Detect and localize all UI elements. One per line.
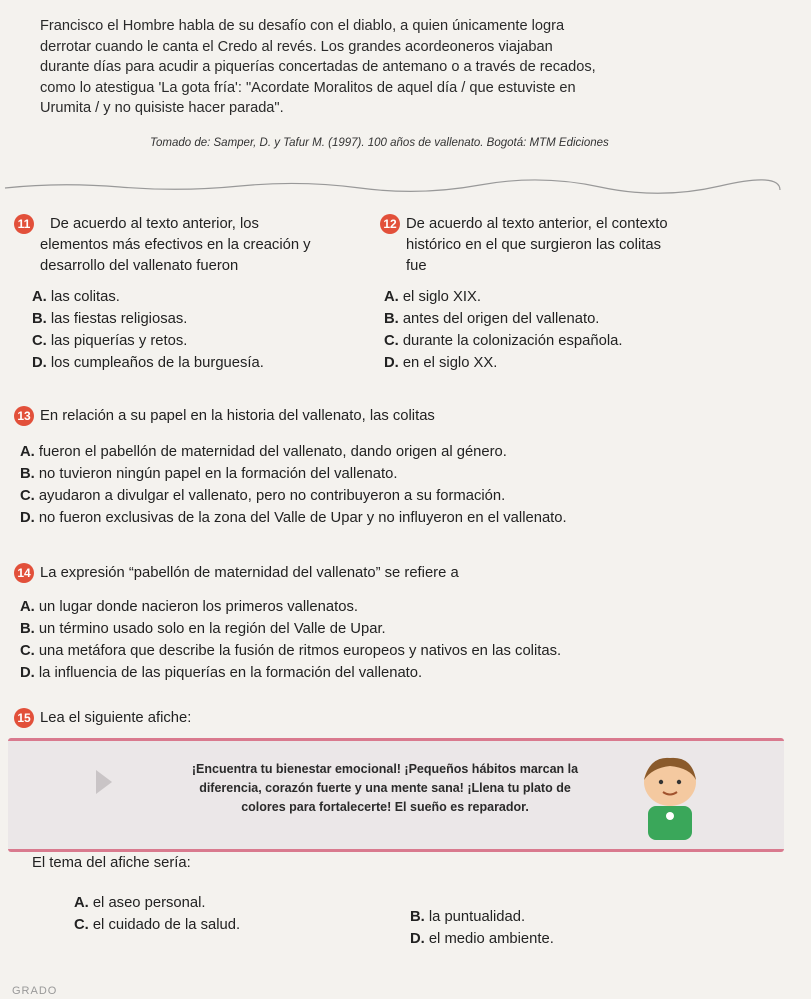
option[interactable]: D. la influencia de las piquerías en la formación del vallenato. [20,665,423,681]
question-number-badge: 12 [380,214,400,234]
option[interactable]: C. las piquerías y retos. [32,333,188,349]
question-15 [14,708,794,729]
option[interactable]: B. un término usado solo en la región del Valle de Upar. [20,621,386,637]
question-stem: La expresión “pabellón de maternidad del vallenato” se refiere a [40,565,459,581]
question-14 [14,563,794,584]
intro-line: como lo atestigua 'La gota fría': "Acordate Moralitos de aquel día / que estuviste en [40,79,576,96]
question-number-badge: 15 [14,708,34,728]
intro-paragraph [40,16,720,119]
option[interactable]: C. el cuidado de la salud. [74,917,241,933]
option[interactable]: B. no tuvieron ningún papel en la formación del vallenato. [20,466,398,482]
question-stem: fue [406,258,427,274]
child-illustration-icon [630,752,710,842]
option[interactable]: D. en el siglo XX. [384,355,498,371]
q11-options [32,286,372,374]
intro-line: derrotar cuando le canta el Credo al revés. Los grandes acordeoneros viajaban [40,38,553,55]
option[interactable]: A. el siglo XIX. [384,289,481,305]
option[interactable]: A. fueron el pabellón de maternidad del vallenato, dando origen al género. [20,444,507,460]
q15-options-left [74,892,394,936]
option[interactable]: C. una metáfora que describe la fusión de ritmos europeos y nativos en las colitas. [20,643,562,659]
intro-line: durante días para acudir a piquerías concertadas de antemano o a través de recados, [40,59,596,75]
q15-options-right [410,906,750,950]
question-stem: En relación a su papel en la historia del vallenato, las colitas [40,408,435,424]
question-number-badge: 13 [14,406,34,426]
q12-options [384,286,804,374]
q13-options [20,441,800,529]
question-stem: histórico en el que surgieron las colitas [406,237,661,253]
option[interactable]: B. las fiestas religiosas. [32,311,188,327]
footer-grade: GRADO [12,985,58,997]
option[interactable]: C. durante la colonización española. [384,333,623,349]
poster-question: El tema del afiche sería: [32,855,191,871]
question-stem: De acuerdo al texto anterior, los [50,216,259,232]
question-stem: De acuerdo al texto anterior, el contexto [406,216,668,232]
option[interactable]: D. no fueron exclusivas de la zona del Valle de Upar y no influyeron en el vallenato. [20,510,567,526]
poster-text: ¡Encuentra tu bienestar emocional! ¡Pequeños hábitos marcan la diferencia, corazón fuerte y una mente sana! ¡Llena tu plato de colores para fortalecerte! El sueño es reparador. [191,762,579,814]
option[interactable]: A. un lugar donde nacieron los primeros vallenatos. [20,599,358,615]
option[interactable]: D. los cumpleaños de la burguesía. [32,355,264,371]
option[interactable]: B. antes del origen del vallenato. [384,311,600,327]
option[interactable]: B. la puntualidad. [410,909,526,925]
question-stem: elementos más efectivos en la creación y [40,237,311,253]
q14-options [20,596,800,684]
question-number-badge: 11 [14,214,34,234]
play-arrow-icon [96,770,112,794]
question-number-badge: 14 [14,563,34,583]
option[interactable]: C. ayudaron a divulgar el vallenato, pero no contribuyeron a su formación. [20,488,506,504]
question-stem: desarrollo del vallenato fueron [40,258,239,274]
intro-line: Urumita / y no quisiste hacer parada". [40,100,284,116]
source-citation: Tomado de: Samper, D. y Tafur M. (1997). 100 años de vallenato. Bogotá: MTM Ediciones [150,137,609,149]
option[interactable]: D. el medio ambiente. [410,931,554,947]
intro-line: Francisco el Hombre habla de su desafío con el diablo, a quien únicamente logra [40,18,565,34]
option[interactable]: A. el aseo personal. [74,895,206,911]
wavy-divider [0,176,811,196]
question-stem: Lea el siguiente afiche: [40,710,192,726]
question-12 [380,214,800,277]
question-13 [14,406,794,427]
question-11 [14,214,364,277]
option[interactable]: A. las colitas. [32,289,120,305]
